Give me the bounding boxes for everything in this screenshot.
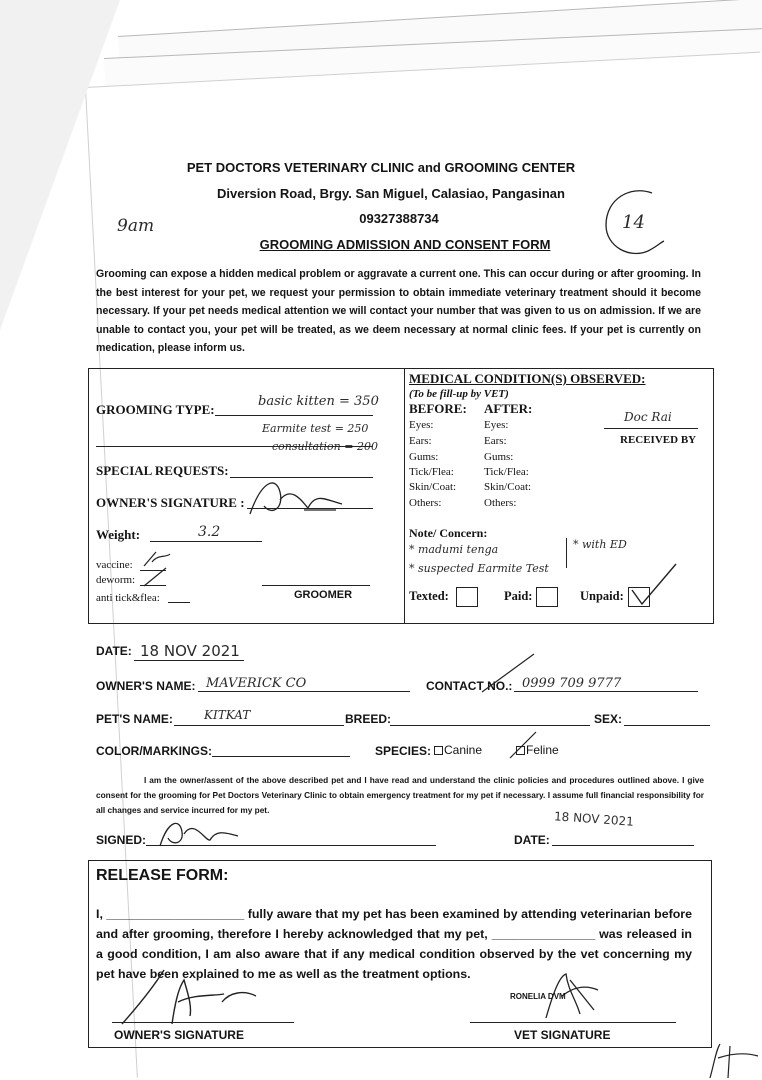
form-title: GROOMING ADMISSION AND CONSENT FORM <box>259 237 551 252</box>
date2-label: DATE: <box>514 833 550 847</box>
signed-label: SIGNED: <box>96 833 147 847</box>
queue-circle-mark <box>600 185 672 265</box>
pet-name-label: PET'S NAME: <box>96 712 173 726</box>
deworm-mark <box>140 566 172 588</box>
after-others: Others: <box>484 497 517 509</box>
pet-name-line <box>174 725 344 726</box>
weight-line <box>150 541 262 542</box>
unpaid-check-mark <box>628 560 682 608</box>
owner-signature-label: OWNER'S SIGNATURE : <box>96 495 245 510</box>
queue-number: 14 <box>622 212 645 233</box>
note-1: * madumi tenga <box>409 543 499 556</box>
date2-line <box>552 845 694 846</box>
date-line <box>134 660 244 661</box>
received-by-line <box>604 428 698 429</box>
feline-check-mark <box>508 730 538 760</box>
weight-value: 3.2 <box>198 524 221 540</box>
grooming-type-entry-1: basic kitten = 350 <box>258 394 379 409</box>
before-gums: Gums: <box>409 451 439 463</box>
pet-name-value: KITKAT <box>204 708 251 722</box>
owner-signature-scribble <box>246 474 356 522</box>
unpaid-label: Unpaid: <box>580 589 624 603</box>
grooming-type-entry-2: Earmite test = 250 <box>262 422 369 435</box>
vaccine-label: vaccine: <box>96 559 133 571</box>
owner-name-label: OWNER'S NAME: <box>96 679 196 693</box>
note-label: Note/ Concern: <box>409 526 488 540</box>
contact-value: 0999 709 9777 <box>522 676 622 691</box>
before-label: BEFORE: <box>409 401 467 416</box>
intro-paragraph: Grooming can expose a hidden medical problem or aggravate a current one. This can occur during or after grooming. In the best interest for your pet, we request your permission to obtain immediate veterinary treatment should it become necessary. If your pet needs medical attention we will contact your number that was given to us on admission. If we are unable to contact you, your pet will be treated, as we deem necessary at normal clinic fees. If your pet is currently on medication, please inform us. <box>96 268 701 355</box>
special-requests-label: SPECIAL REQUESTS: <box>96 463 229 478</box>
before-skincoat: Skin/Coat: <box>409 481 457 493</box>
consent-text: I am the owner/assent of the above described pet and I have read and understand the clinic policies and procedures outlined above. I give consent for the grooming for Pet Doctors Veterinary Clinic to obtain emergency treatment for my pet if necessary. I assume full financial responsibility for all changes and service incurred for my pet. <box>96 775 704 815</box>
after-tickflea: Tick/Flea: <box>484 466 529 478</box>
paid-checkbox[interactable] <box>536 587 558 607</box>
date-value: 18 NOV 2021 <box>140 642 240 660</box>
clinic-name: PET DOCTORS VETERINARY CLINIC and GROOMING CENTER <box>186 160 576 175</box>
after-ears: Ears: <box>484 435 507 447</box>
note-2: * suspected Earmite Test <box>409 562 549 575</box>
before-eyes: Eyes: <box>409 419 434 431</box>
time-note: 9am <box>117 216 155 236</box>
contact-label: CONTACT NO.: <box>426 679 513 693</box>
signed-scribble <box>154 812 250 852</box>
texted-label: Texted: <box>409 589 449 603</box>
medical-title: MEDICAL CONDITION(S) OBSERVED: <box>409 371 646 386</box>
antitick-label: anti tick&flea: <box>96 592 160 604</box>
release-owner-line <box>112 1022 294 1023</box>
feline-label: Feline <box>526 743 559 757</box>
breed-line <box>390 725 590 726</box>
release-owner-signature-scribble <box>118 966 268 1028</box>
date-label: DATE: <box>96 644 132 658</box>
grooming-type-entry-3: consultation = 200 <box>272 440 378 453</box>
sex-label: SEX: <box>594 712 623 726</box>
groomer-line <box>262 585 370 586</box>
contact-slash-mark <box>478 650 538 696</box>
after-eyes: Eyes: <box>484 419 509 431</box>
vet-stamp: RONELIA DVM <box>510 992 566 1001</box>
after-gums: Gums: <box>484 451 514 463</box>
color-line <box>212 756 350 757</box>
received-by-label: RECEIVED BY <box>620 434 697 446</box>
color-label: COLOR/MARKINGS: <box>96 744 212 758</box>
after-label: AFTER: <box>484 401 533 416</box>
note-side: * with ED <box>566 538 627 568</box>
owner-name-line <box>198 691 410 692</box>
paid-label: Paid: <box>504 589 533 603</box>
date2-value: 18 NOV 2021 <box>553 809 635 829</box>
received-by-value: Doc Rai <box>624 410 672 424</box>
owner-name-value: MAVERICK CO <box>206 676 307 691</box>
breed-label: BREED: <box>345 712 392 726</box>
species-label: SPECIES: <box>375 744 432 758</box>
weight-label: Weight: <box>96 527 141 542</box>
grooming-box-divider <box>404 368 405 623</box>
medical-subtitle: (To be fill-up by VET) <box>409 388 509 400</box>
contact-line <box>514 691 698 692</box>
corner-scribble <box>700 1040 762 1080</box>
deworm-label: deworm: <box>96 574 136 586</box>
release-vet-line <box>470 1022 676 1023</box>
release-owner-signature-label: OWNER'S SIGNATURE <box>114 1028 244 1042</box>
antitick-line <box>168 602 190 603</box>
clinic-phone: 09327388734 <box>359 211 439 226</box>
before-tickflea: Tick/Flea: <box>409 466 454 478</box>
release-vet-signature-label: VET SIGNATURE <box>514 1028 611 1042</box>
release-text: I, ____________________ fully aware that my pet has been examined by attending veterinarian before and after grooming, therefore I hereby acknowledged that my pet, _______________ was released in a good condition, I am also aware that if any medical condition observed by the vet concerning my pet have been explained to me as well as the treatment options. <box>96 907 692 981</box>
groomer-label: GROOMER <box>294 589 353 601</box>
clinic-address: Diversion Road, Brgy. San Miguel, Calasiao, Pangasinan <box>217 186 565 201</box>
before-ears: Ears: <box>409 435 432 447</box>
canine-checkbox[interactable] <box>434 746 443 755</box>
before-others: Others: <box>409 497 442 509</box>
sex-line <box>624 725 710 726</box>
texted-checkbox[interactable] <box>456 587 478 607</box>
after-skincoat: Skin/Coat: <box>484 481 532 493</box>
grooming-type-line <box>215 415 373 416</box>
grooming-type-label: GROOMING TYPE: <box>96 402 215 417</box>
canine-label: Canine <box>444 743 483 757</box>
release-title: RELEASE FORM: <box>96 867 229 884</box>
